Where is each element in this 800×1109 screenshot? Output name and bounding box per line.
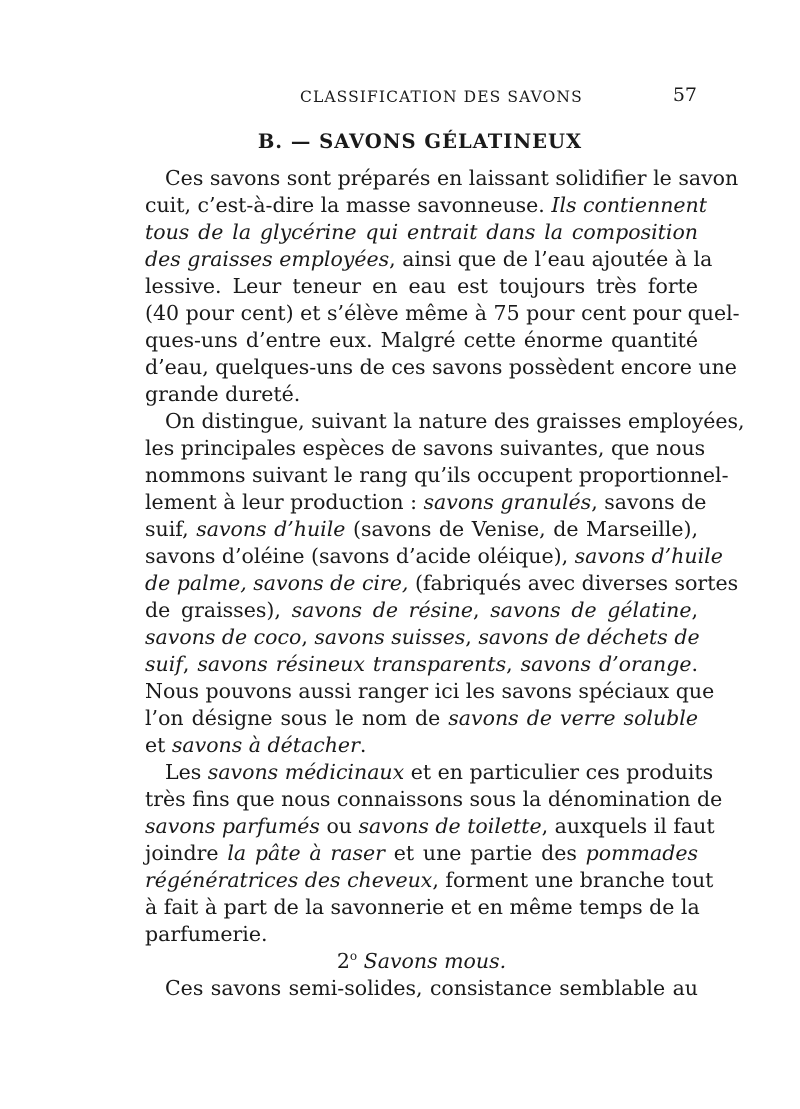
text-segment: nommons suivant le rang qu’ils occupent proportionnel- [145,463,729,487]
text-segment: savons de coco [145,625,302,649]
text-segment: , [473,598,491,622]
text-segment: très fins que nous connaissons sous la dénomination de [145,787,723,811]
text-segment: suif, [145,517,197,541]
text-line [145,867,714,894]
running-title: CLASSIFICATION DES SAVONS [300,88,583,106]
text-segment: l’on désigne sous le nom de [145,706,449,730]
text-line [145,705,698,732]
text-segment: savons d’huile [196,517,346,541]
text-line [145,462,729,489]
text-segment: On distingue, suivant la nature des graisses employées, [165,409,745,433]
text-line [145,570,739,597]
text-line [145,759,714,786]
text-segment: savons à détacher [171,733,360,757]
text-line [145,732,698,759]
text-segment: des graisses employées [145,247,390,271]
text-segment: et en particulier ces produits [404,760,714,784]
text-line [145,516,698,543]
text-segment: lement à leur production : [145,490,424,514]
text-segment: Ces savons semi-solides, consistance semblable au [165,976,698,1000]
text-segment: savons de résine [291,598,473,622]
text-segment: (savons de Venise, de Marseille), [345,517,698,541]
text-segment: . [359,733,367,757]
body-text [145,165,745,1002]
text-segment: savons parfumés [145,814,320,838]
text-line [145,651,698,678]
text-segment: , savons de [591,490,707,514]
text-line [145,489,707,516]
text-line [145,840,698,867]
subsection-heading [145,948,698,975]
text-line [145,300,740,327]
text-segment: tous de la glycérine qui entrait dans la composition [145,220,698,244]
text-line [145,408,745,435]
text-segment: Nous pouvons aussi ranger ici les savons spéciaux que [145,679,715,703]
text-segment: , auxquels il faut [541,814,715,838]
text-line [145,354,737,381]
text-line [145,246,713,273]
text-line [145,273,698,300]
text-segment: savons résineux transparents [197,652,507,676]
text-segment: , [182,652,198,676]
text-segment: lessive. Leur teneur en eau est toujours très forte [145,274,698,298]
text-segment: , [465,625,479,649]
text-segment: savons granulés [423,490,592,514]
page-number: 57 [672,84,697,106]
text-segment: savons de gélatine [490,598,692,622]
text-segment: savons d’huile [574,544,723,568]
text-segment: , [506,652,521,676]
text-segment: Les [165,760,208,784]
text-segment: savons d’orange [520,652,692,676]
text-line [145,219,698,246]
text-line [145,894,698,921]
text-segment: o [349,949,358,964]
text-segment: ou [319,814,359,838]
text-segment: et une partie des [384,841,586,865]
text-segment: de graisses), [145,598,292,622]
text-segment: (40 pour cent) et s’élève même à 75 pour cent pour quel- [145,301,740,325]
text-segment: pommades [585,841,698,865]
text-segment: Ces savons sont préparés en laissant solidifier le savon [165,166,739,190]
text-segment: grande dureté. [145,382,301,406]
text-line [145,813,715,840]
text-line [145,543,723,570]
text-segment: et [145,733,172,757]
text-line [145,327,698,354]
text-line [145,975,698,1002]
text-segment: , forment une branche tout [432,868,714,892]
text-segment: savons de verre soluble [448,706,698,730]
text-segment: la pâte à raser [227,841,385,865]
text-segment: joindre [145,841,228,865]
text-line [145,597,698,624]
text-segment: savons de toilette [358,814,542,838]
section-heading: B. — SAVONS GÉLATINEUX [257,130,583,153]
text-segment: cuit, c’est-à-dire la masse savonneuse. [145,193,552,217]
text-segment: savons suisses [314,625,466,649]
text-segment: de palme, savons de cire, [145,571,409,595]
text-line [145,624,698,651]
text-segment: suif [145,652,183,676]
text-segment: savons médicinaux [207,760,405,784]
text-line [145,678,715,705]
text-line [145,381,698,408]
text-segment: régénératrices des cheveux [145,868,433,892]
text-segment: 2 [336,949,350,973]
text-segment: savons d’oléine (savons d’acide oléique), [145,544,575,568]
text-segment: Ils contiennent [551,193,707,217]
text-segment: parfumerie. [145,922,268,946]
text-segment: savons de déchets de [478,625,700,649]
text-segment: , [301,625,315,649]
text-segment: (fabriqués avec diverses sortes [408,571,739,595]
text-segment: à fait à part de la savonnerie et en même temps de la [145,895,700,919]
text-segment: , ainsi que de l’eau ajoutée à la [389,247,713,271]
text-line [145,786,723,813]
text-line [145,921,698,948]
text-line [145,192,707,219]
text-segment: , [691,598,698,622]
text-line [145,165,739,192]
text-segment: ques-uns d’entre eux. Malgré cette énorme quantité [145,328,698,352]
text-line [145,435,706,462]
running-head [140,84,700,112]
text-segment: les principales espèces de savons suivantes, que nous [145,436,706,460]
text-segment: d’eau, quelques-uns de ces savons possèdent encore une [145,355,737,379]
text-segment: Savons mous. [363,949,507,973]
text-segment: . [691,652,698,676]
